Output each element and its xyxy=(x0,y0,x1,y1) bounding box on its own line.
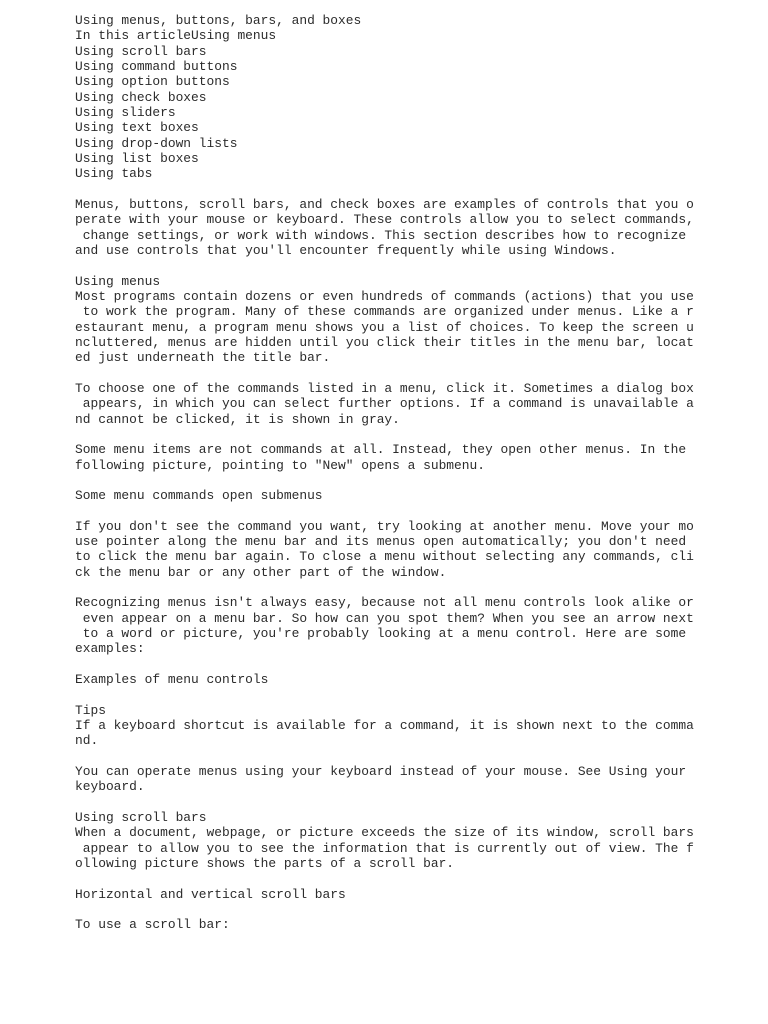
text-line: nd. xyxy=(75,733,99,749)
text-line: Using menus xyxy=(75,273,161,289)
text-line: ollowing picture shows the parts of a scroll bar. xyxy=(75,856,455,872)
text-line: ck the menu bar or any other part of the window. xyxy=(75,564,447,580)
blank-line xyxy=(75,580,755,595)
text-line: appears, in which you can select further options. If a command is unavailable a xyxy=(75,396,694,412)
blank-line xyxy=(75,182,755,197)
text-line: Examples of menu controls xyxy=(75,672,269,688)
text-line: Using check boxes xyxy=(75,89,207,105)
text-line: Some menu commands open submenus xyxy=(75,488,323,504)
blank-line xyxy=(75,795,755,810)
text-line: Using list boxes xyxy=(75,150,199,166)
text-line: examples: xyxy=(75,641,145,657)
text-line: following picture, pointing to "New" opens a submenu. xyxy=(75,457,485,473)
blank-line xyxy=(75,366,755,381)
text-line: Using command buttons xyxy=(75,58,238,74)
blank-line xyxy=(75,504,755,519)
text-line: Horizontal and vertical scroll bars xyxy=(75,886,346,902)
text-line: even appear on a menu bar. So how can you spot them? When you see an arrow next xyxy=(75,610,694,626)
blank-line xyxy=(75,657,755,672)
text-line: Using tabs xyxy=(75,166,153,182)
text-line: to click the menu bar again. To close a menu without selecting any commands, cli xyxy=(75,549,694,565)
text-line: to a word or picture, you're probably looking at a menu control. Here are some xyxy=(75,626,687,642)
text-line: keyboard. xyxy=(75,779,145,795)
text-line: When a document, webpage, or picture exceeds the size of its window, scroll bars xyxy=(75,825,694,841)
text-line: Using option buttons xyxy=(75,74,230,90)
blank-line xyxy=(75,427,755,442)
text-line: You can operate menus using your keyboard instead of your mouse. See Using your xyxy=(75,764,687,780)
text-line: Using scroll bars xyxy=(75,43,207,59)
text-line: estaurant menu, a program menu shows you a list of choices. To keep the screen u xyxy=(75,319,694,335)
text-line: If a keyboard shortcut is available for a command, it is shown next to the comma xyxy=(75,718,694,734)
text-line: Using text boxes xyxy=(75,120,199,136)
text-line: appear to allow you to see the information that is currently out of view. The f xyxy=(75,840,694,856)
text-line: use pointer along the menu bar and its menus open automatically; you don't need xyxy=(75,534,687,550)
text-line: Recognizing menus isn't always easy, because not all menu controls look alike or xyxy=(75,595,694,611)
text-line: Tips xyxy=(75,702,106,718)
blank-line xyxy=(75,473,755,488)
blank-line xyxy=(75,902,755,917)
text-line: ed just underneath the title bar. xyxy=(75,350,331,366)
text-line: Some menu items are not commands at all. Instead, they open other menus. In the xyxy=(75,442,687,458)
text-line: To choose one of the commands listed in a menu, click it. Sometimes a dialog box xyxy=(75,380,694,396)
text-line: Using menus, buttons, bars, and boxes xyxy=(75,13,362,28)
text-line: perate with your mouse or keyboard. These controls allow you to select commands, xyxy=(75,212,694,228)
text-line: In this articleUsing menus xyxy=(75,28,277,44)
text-line: Most programs contain dozens or even hundreds of commands (actions) that you use xyxy=(75,288,694,304)
text-line: Using sliders xyxy=(75,104,176,120)
text-line: To use a scroll bar: xyxy=(75,917,230,933)
blank-line xyxy=(75,749,755,764)
text-line: If you don't see the command you want, try looking at another menu. Move your mo xyxy=(75,518,694,534)
text-line: nd cannot be clicked, it is shown in gray. xyxy=(75,411,400,427)
blank-line xyxy=(75,258,755,273)
blank-line xyxy=(75,871,755,886)
text-line: Menus, buttons, scroll bars, and check boxes are examples of controls that you o xyxy=(75,196,694,212)
text-line: ncluttered, menus are hidden until you click their titles in the menu bar, locat xyxy=(75,334,694,350)
text-line: Using drop-down lists xyxy=(75,135,238,151)
text-line: to work the program. Many of these commands are organized under menus. Like a r xyxy=(75,304,694,320)
text-line: Using scroll bars xyxy=(75,810,207,826)
blank-line xyxy=(75,687,755,702)
text-line: and use controls that you'll encounter frequently while using Windows. xyxy=(75,242,617,258)
text-line: change settings, or work with windows. This section describes how to recognize xyxy=(75,227,687,243)
document-text xyxy=(75,13,755,933)
